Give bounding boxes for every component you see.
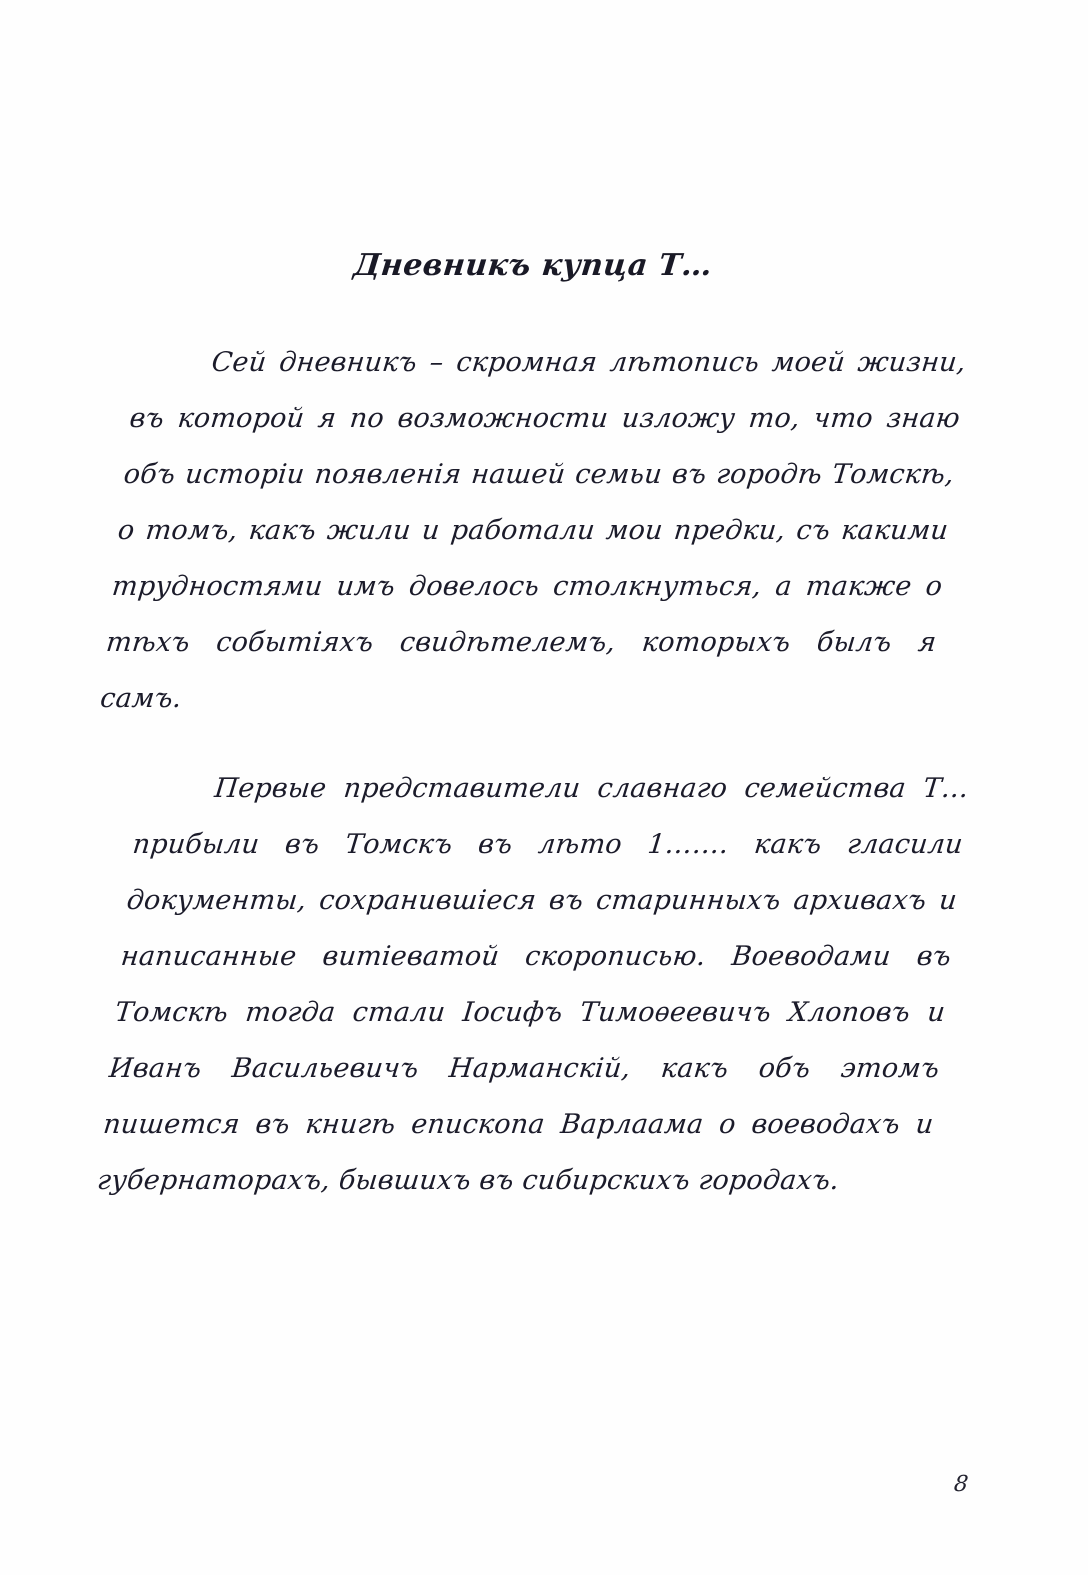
- paragraph-2: Первые представители славнаго семейства Т… прибыли въ Томскъ въ лѣто 1……. какъ гласили документы, сохранившіеся въ старинныхъ архивахъ и написанные витіеватой скорописью. Воеводами въ Томскѣ тогда стали Іосифъ Тимоѳеевичъ Хлоповъ и Иванъ Васильевичъ Нарманскій, какъ объ этомъ пишется въ книгѣ епископа Варлаама о воеводахъ и губернаторахъ, бывшихъ въ сибирскихъ городахъ.: [95, 773, 971, 1196]
- page-title: Дневникъ купца Т…: [351, 248, 715, 283]
- paragraph-1: Сей дневникъ – скромная лѣтопись моей жизни, въ которой я по возможности изложу то, что знаю объ исторіи появленія нашей семьи въ городѣ Томскѣ, о томъ, какъ жили и работали мои предки, съ какими трудностями имъ довелось столкнуться, а также о тѣхъ событіяхъ свидѣтелемъ, которыхъ былъ я самъ.: [98, 347, 968, 714]
- page-content: [95, 248, 971, 1209]
- page-number: 8: [952, 1472, 970, 1497]
